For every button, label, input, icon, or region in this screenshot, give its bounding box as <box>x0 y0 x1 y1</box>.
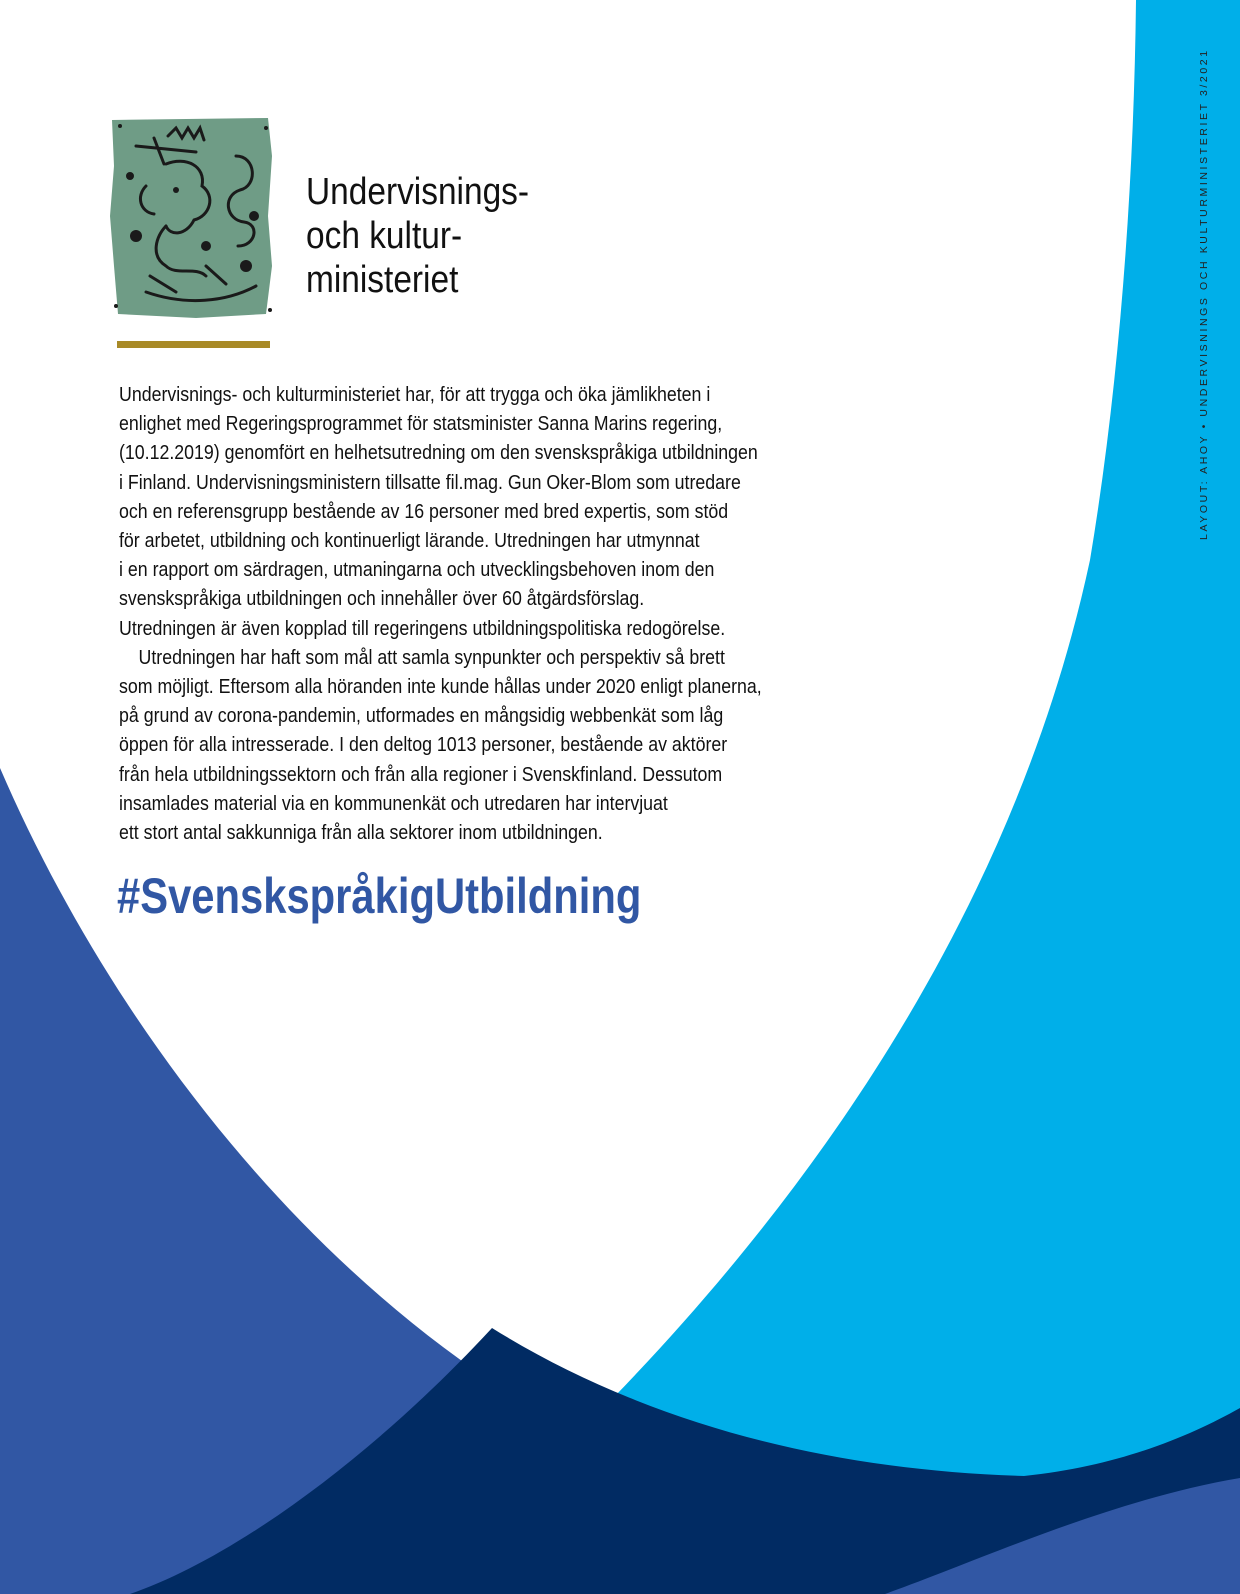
body-line: insamlades material via en kommunenkät och utredaren har intervjuat <box>119 792 668 815</box>
body-line: som möjligt. Eftersom alla höranden inte kunde hållas under 2020 enligt planerna, <box>119 676 762 699</box>
body-text <box>119 381 794 848</box>
ministry-name-line: Undervisnings- <box>306 171 530 213</box>
body-line: enlighet med Regeringsprogrammet för statsminister Sanna Marins regering, <box>119 413 723 436</box>
body-line: Utredningen har haft som mål att samla synpunkter och perspektiv så brett <box>138 646 725 669</box>
body-line: öppen för alla intresserade. I den deltog 1013 personer, bestående av aktörer <box>119 734 728 757</box>
ministry-name-line: och kultur- <box>306 215 463 257</box>
gold-divider-rule <box>117 341 270 348</box>
body-line: i en rapport om särdragen, utmaningarna och utvecklingsbehoven inom den <box>119 559 715 582</box>
ministry-name <box>306 170 623 302</box>
ministry-name-line: ministeriet <box>306 259 459 301</box>
hashtag: #SvenskspråkigUtbildning <box>117 868 642 924</box>
coat-of-arms-logo <box>106 116 276 320</box>
body-line: och en referensgrupp bestående av 16 personer med bred expertis, som stöd <box>119 500 729 523</box>
body-line: ett stort antal sakkunniga från alla sektorer inom utbildningen. <box>119 822 603 845</box>
body-line: för arbetet, utbildning och kontinuerligt lärande. Utredningen har utmynnat <box>119 530 700 553</box>
body-line: i Finland. Undervisningsministern tillsatte fil.mag. Gun Oker-Blom som utredare <box>119 471 741 494</box>
body-line: från hela utbildningssektorn och från alla regioner i Svenskfinland. Dessutom <box>119 763 723 786</box>
body-line: (10.12.2019) genomfört en helhetsutredning om den svenskspråkiga utbildningen <box>119 442 758 465</box>
body-line: på grund av corona-pandemin, utformades en mångsidig webbenkät som låg <box>119 705 724 728</box>
layout-credit: LAYOUT: AHOY • UNDERVISNINGS OCH KULTURMINISTERIET 3/2021 <box>1198 48 1210 540</box>
body-line: svenskspråkiga utbildningen och innehåller över 60 åtgärdsförslag. <box>119 588 645 611</box>
coat-of-arms-lion-icon <box>106 116 276 320</box>
body-line: Undervisnings- och kulturministeriet har, för att trygga och öka jämlikheten i <box>119 384 711 406</box>
body-line: Utredningen är även kopplad till regeringens utbildningspolitiska redogörelse. <box>119 617 726 640</box>
